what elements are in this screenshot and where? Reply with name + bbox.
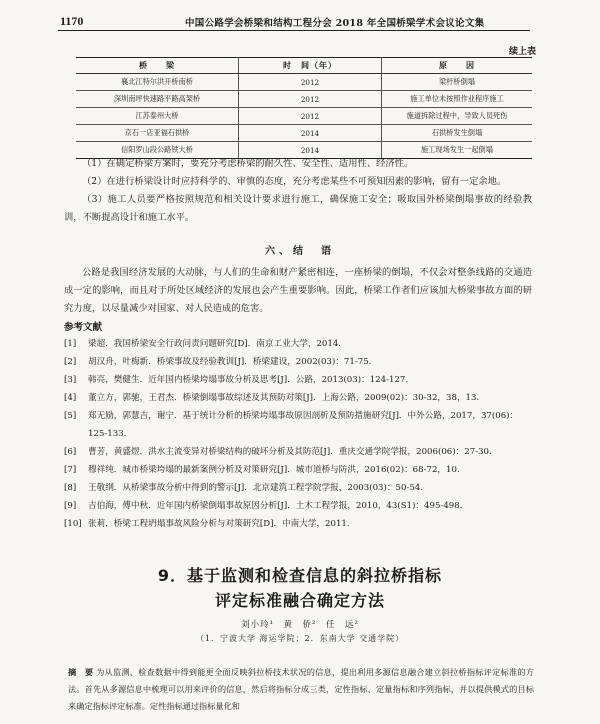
reference-item xyxy=(64,389,534,407)
reference-item xyxy=(64,353,534,371)
reference-item xyxy=(64,407,534,443)
col-header-cause: 原 因 xyxy=(382,58,533,74)
reference-number: [4] xyxy=(64,393,77,403)
paragraph: （2）在进行桥梁设计时应持科学的、审慎的态度，充分考虑某些不可预知因素的影响，留有一定余地。 xyxy=(82,176,507,187)
abstract xyxy=(68,664,534,715)
reference-number: [10] xyxy=(64,519,82,529)
reference-item xyxy=(64,461,534,479)
cell-cause: 施工现场发生一起倒塌 xyxy=(382,142,533,159)
cell-year: 2012 xyxy=(239,74,382,91)
table-header-row xyxy=(76,58,532,74)
cell-cause: 梁杆桥倒塌 xyxy=(382,74,533,91)
recommendations-block xyxy=(64,155,532,227)
reference-item xyxy=(64,335,534,353)
reference-number: [5] xyxy=(64,411,77,421)
table-row xyxy=(76,125,532,142)
reference-number: [8] xyxy=(64,483,77,493)
cell-year: 2014 xyxy=(239,125,382,142)
references-heading: 参考文献 xyxy=(64,322,103,333)
cell-year: 2012 xyxy=(239,91,382,108)
page-header xyxy=(60,14,530,30)
section-heading: 六、结 语 xyxy=(265,246,335,257)
reference-text: 董立方，郭驰，王君杰．桥梁倒塌事故综述及其预防对策[J]．上海公路，2009(02)：30-32，38，13. xyxy=(88,393,480,403)
cell-cause: 施道拆除过程中，导致人员死伤 xyxy=(382,108,533,125)
abstract-text: 为从监测、检查数据中得到能更全面反映斜拉桥技术状况的信息，提出利用多源信息融合建立斜拉桥指标评定标准的方法。首先从多源信息中梳理可以用来评价的信息，然后将指标分成三类，定性指标、定量指标和序列指标，并以提供模式的目标来确定指标评定标准。定性指标通过指标量化和 xyxy=(68,667,534,711)
paragraph: 公路是我国经济发展的大动脉，与人们的生命和财产紧密相连，一座桥梁的倒塌，不仅会对整条线路的交通造成一定的影响，而且对于所处区域经济的发展也会产生重要影响。因此，桥梁工作者们应该加大桥梁事故方面的研究力度，以尽量减少对国家、对人民造成的危害。 xyxy=(64,267,532,314)
journal-title: 中国公路学会桥梁和结构工程分会 2018 年全国桥梁学术会议论文集 xyxy=(185,18,485,29)
reference-item xyxy=(64,479,534,497)
reference-list xyxy=(64,335,534,533)
cell-bridge: 襄北江特尔洪开桥南桥 xyxy=(76,74,239,91)
reference-number: [1] xyxy=(64,339,77,349)
reference-number: [9] xyxy=(64,501,77,511)
article-title-line2: 评定标准融合确定方法 xyxy=(214,591,385,610)
reference-text: 穆祥纯．城市桥梁垮塌的最新案例分析及对策研究[J]．城市道桥与防洪，2016(02)：68-72，10. xyxy=(88,465,460,475)
cell-bridge: 江苏泰州大桥 xyxy=(76,108,239,125)
conclusion-block xyxy=(64,264,532,318)
reference-text: 吉伯海，傅中秋．近年国内桥梁倒塌事故原因分析[J]．土木工程学报，2010，43(S1)：495-498. xyxy=(88,501,463,511)
reference-number: [2] xyxy=(64,357,77,367)
article-title-line1: 9．基于监测和检查信息的斜拉桥指标 xyxy=(157,566,443,585)
reference-text: 郑无励，郭慧吉，谢宁．基于统计分析的桥梁垮塌事故原因剖析及预防措施研究[J]．中外公路，2017，37(06)：125-133. xyxy=(88,411,519,439)
reference-item xyxy=(64,497,534,515)
reference-item xyxy=(64,371,534,389)
col-header-year: 时 间（年） xyxy=(239,58,382,74)
cell-cause: 石拱桥发生倒塌 xyxy=(382,125,533,142)
reference-text: 曹芳，黄盛煜．洪水主流变异对桥梁结构的破坏分析及其防范[J]．重庆交通学院学报，2006(06)：27-30. xyxy=(88,447,492,457)
cell-year: 2014 xyxy=(239,142,382,159)
reference-text: 韩亮，樊健生．近年国内桥梁垮塌事故分析及思考[J]．公路，2013(03)：124-127. xyxy=(88,375,409,385)
table-row xyxy=(76,108,532,125)
bridge-accident-table xyxy=(76,57,532,159)
cell-bridge: 京石一店亚福石拱桥 xyxy=(76,125,239,142)
reference-number: [6] xyxy=(64,447,77,457)
page-number: 1170 xyxy=(60,14,84,28)
reference-text: 胡汉舟，叶梅新．桥梁事故及经验教训[J]．桥梁建设，2002(03)：71-75. xyxy=(88,357,372,367)
article-authors: 刘小玲¹ 黄 侨² 任 远² xyxy=(241,620,359,630)
cell-year: 2012 xyxy=(239,108,382,125)
col-header-bridge: 桥 梁 xyxy=(76,58,239,74)
table-continued-label: 续上表 xyxy=(508,47,536,57)
abstract-label: 摘 要 xyxy=(68,667,94,677)
paragraph: （3）施工人员要严格按照规范和相关设计要求进行施工，确保施工安全；吸取国外桥梁倒塌事故的经验教训，不断提高设计和施工水平。 xyxy=(64,194,532,223)
header-rule xyxy=(58,30,530,31)
cell-cause: 施工单位未按照作业程序施工 xyxy=(382,91,533,108)
reference-text: 王敬纲．从桥梁事故分析中得到的警示[J]．北京建筑工程学院学报，2003(03)：50-54. xyxy=(88,483,423,493)
cell-bridge: 深圳南坪快速路平路高架桥 xyxy=(76,91,239,108)
reference-item xyxy=(64,443,534,461)
reference-text: 梁超．我国桥梁安全行政问责问题研究[D]．南京工业大学，2014. xyxy=(88,339,342,349)
paragraph: （1）在确定桥梁方案时，要充分考虑桥梁的耐久性、安全性、适用性、经济性。 xyxy=(82,158,414,169)
cell-bridge: 信阳罗山段公路铁大桥 xyxy=(76,142,239,159)
article-affiliation: （1．宁波大学 海运学院；2．东南大学 交通学院） xyxy=(195,634,405,643)
table-row xyxy=(76,91,532,108)
reference-number: [3] xyxy=(64,375,77,385)
reference-text: 张莉．桥梁工程坍塌事故风险分析与对策研究[D]．中南大学，2011. xyxy=(88,519,350,529)
reference-number: [7] xyxy=(64,465,77,475)
table-row xyxy=(76,74,532,91)
reference-item xyxy=(64,515,534,533)
